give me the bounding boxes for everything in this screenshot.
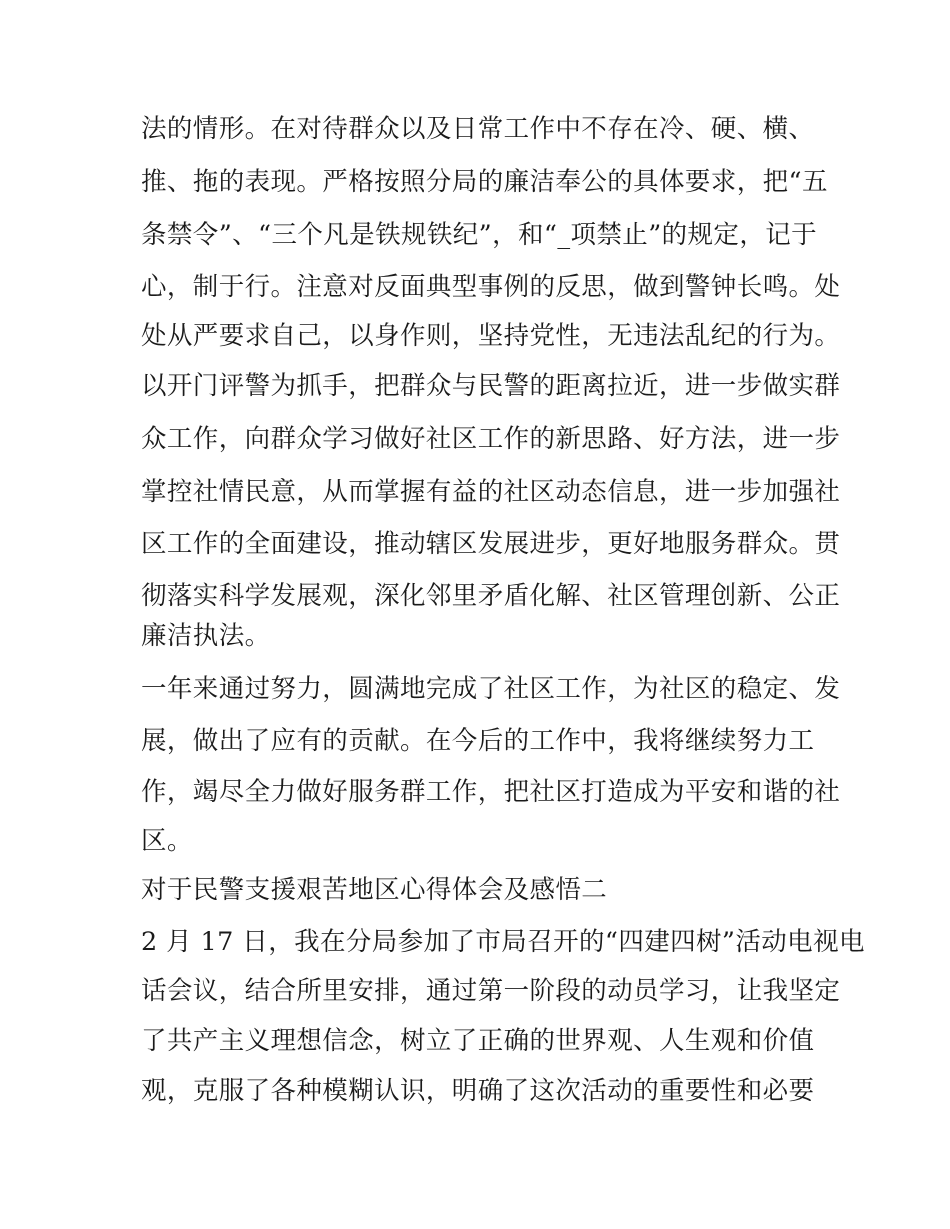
- text-line: 观，克服了各种模糊认识，明确了这次活动的重要性和必要: [141, 1076, 815, 1106]
- text-line: 区工作的全面建设，推动辖区发展进步，更好地服务群众。贯: [141, 529, 841, 559]
- text-line: 法的情形。在对待群众以及日常工作中不存在冷、硬、横、: [141, 114, 815, 144]
- text-line: 条禁令”、“三个凡是铁规铁纪”，和“_项禁止”的规定，记于: [141, 220, 818, 250]
- text-line: 一年来通过努力，圆满地完成了社区工作，为社区的稳定、发: [141, 674, 841, 704]
- text-line: 心，制于行。注意对反面典型事例的反思，做到警钟长鸣。处: [141, 272, 841, 302]
- text-line: 彻落实科学发展观，深化邻里矛盾化解、社区管理创新、公正: [141, 581, 841, 611]
- text-line: 廉洁执法。: [141, 621, 271, 651]
- text-line: 区。: [141, 826, 193, 856]
- text-line: 以开门评警为抓手，把群众与民警的距离拉近，进一步做实群: [141, 371, 841, 401]
- text-line: 2 月 17 日，我在分局参加了市局召开的“四建四树”活动电视电: [141, 927, 865, 957]
- text-line: 展，做出了应有的贡献。在今后的工作中，我将继续努力工: [141, 726, 815, 756]
- text-line: 推、拖的表现。严格按照分局的廉洁奉公的具体要求，把“五: [141, 167, 828, 197]
- text-line: 掌控社情民意，从而掌握有益的社区动态信息，进一步加强社: [141, 477, 841, 507]
- text-line: 话会议，结合所里安排，通过第一阶段的动员学习，让我坚定: [141, 976, 841, 1006]
- text-line: 处从严要求自己，以身作则，坚持党性，无违法乱纪的行为。: [141, 321, 841, 351]
- text-line: 了共产主义理想信念，树立了正确的世界观、人生观和价值: [141, 1026, 815, 1056]
- text-line: 作，竭尽全力做好服务群工作，把社区打造成为平安和谐的社: [141, 777, 841, 807]
- section-heading: 对于民警支援艰苦地区心得体会及感悟二: [141, 875, 608, 905]
- text-line: 众工作，向群众学习做好社区工作的新思路、好方法，进一步: [141, 424, 841, 454]
